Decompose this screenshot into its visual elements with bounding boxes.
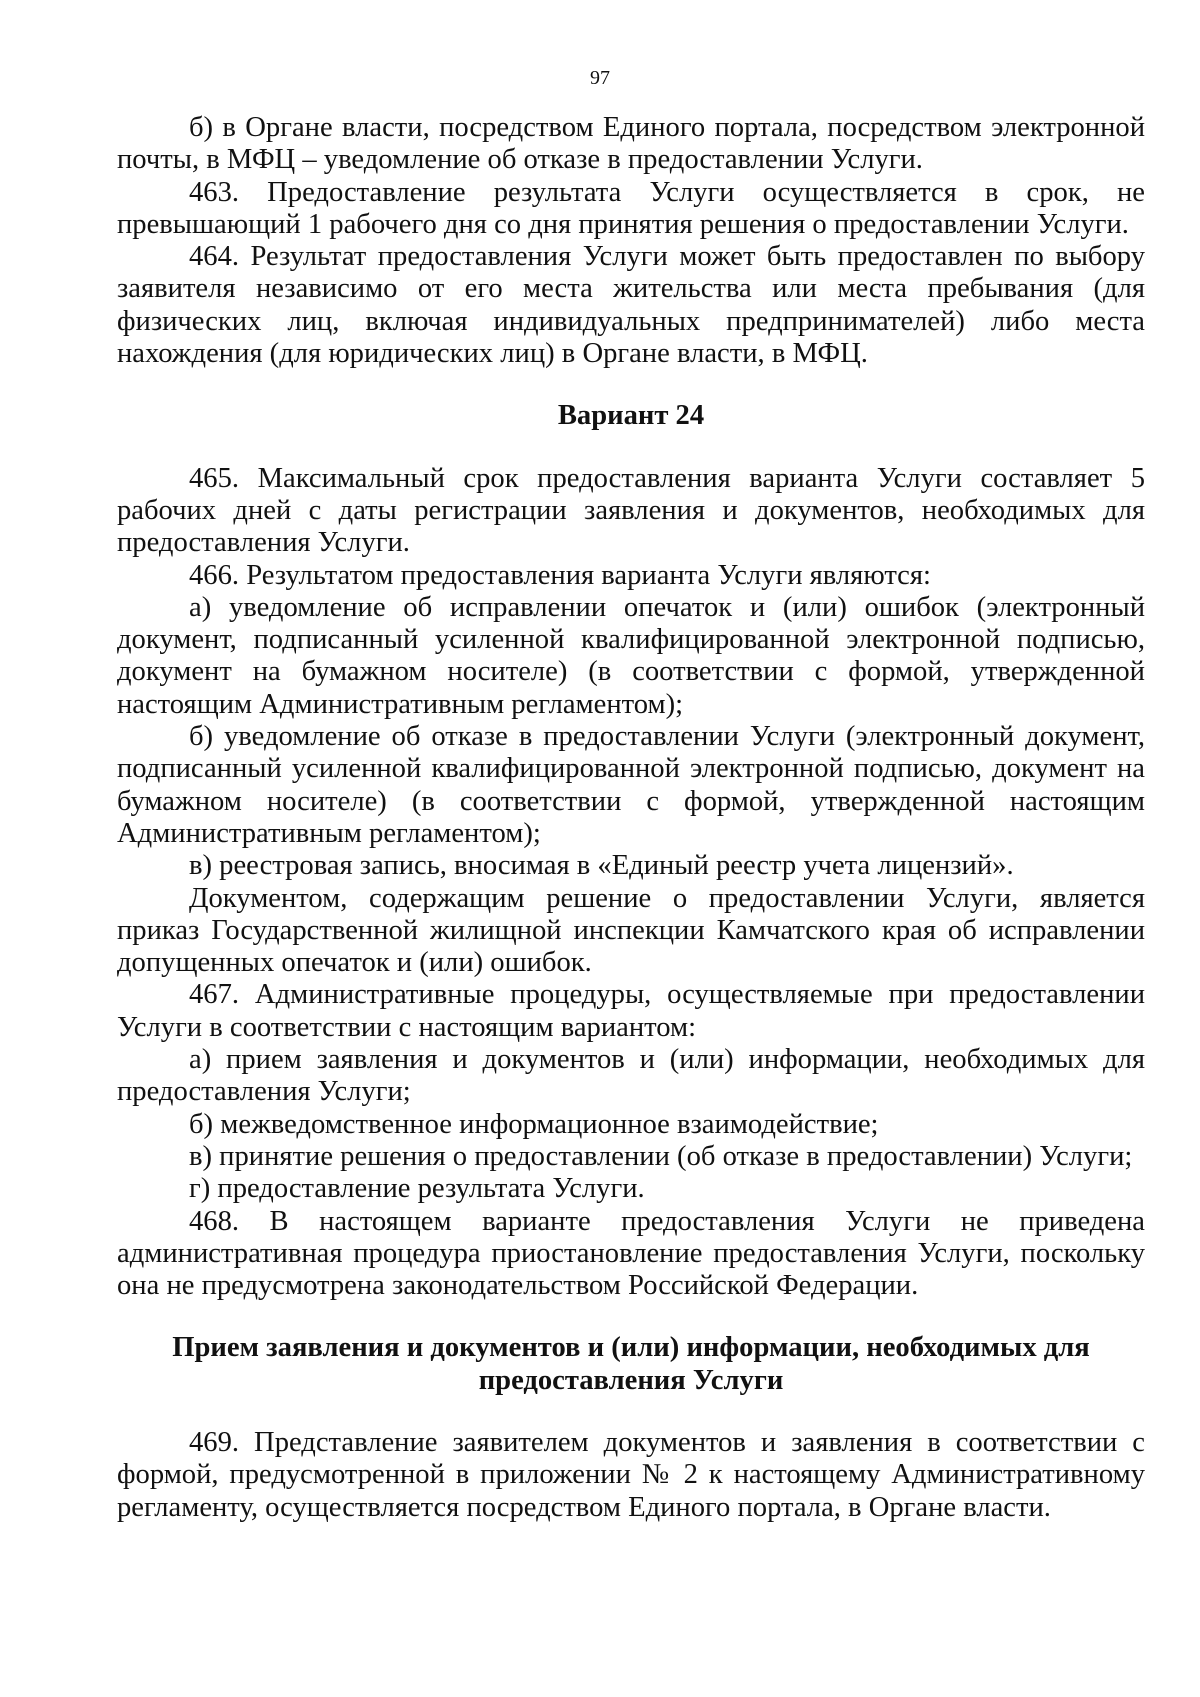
heading-line-2: предоставления Услуги <box>478 1364 784 1396</box>
paragraph-468: 468. В настоящем варианте предоставления Услуги не приведена административная процедура приостановление предоставления Услуги, поскольку она не предусмотрена законодательством Российской Федерации. <box>117 1205 1145 1302</box>
paragraph-466-a: а) уведомление об исправлении опечаток и (или) ошибок (электронный документ, подписанный усиленной квалифицированной электронной подписью, документ на бумажном носителе) (в соответствии с формой, утвержденной настоящим Административным регламентом); <box>117 591 1145 720</box>
paragraph-467-g: г) предоставление результата Услуги. <box>189 1173 645 1205</box>
page-number: 97 <box>590 67 610 89</box>
paragraph-b-notice: б) в Органе власти, посредством Единого портала, посредством электронной почты, в МФЦ – уведомление об отказе в предоставлении Услуги. <box>117 112 1145 176</box>
paragraph-469: 469. Представление заявителем документов и заявления в соответствии с формой, предусмотренной в приложении № 2 к настоящему Административному регламенту, осуществляется посредством Единого портала, в Органе власти. <box>117 1426 1145 1523</box>
paragraph-467: 467. Административные процедуры, осуществляемые при предоставлении Услуги в соответствии с настоящим вариантом: <box>117 979 1145 1043</box>
paragraph-466: 466. Результатом предоставления варианта Услуги являются: <box>189 559 931 591</box>
heading-line-1: Прием заявления и документов и (или) информации, необходимых для <box>172 1332 1090 1364</box>
paragraph-decision-document: Документом, содержащим решение о предоставлении Услуги, является приказ Государственной жилищной инспекции Камчатского края об исправлении допущенных опечаток и (или) ошибок. <box>117 882 1145 979</box>
paragraph-467-b: б) межведомственное информационное взаимодействие; <box>189 1108 879 1140</box>
paragraph-467-v: в) принятие решения о предоставлении (об отказе в предоставлении) Услуги; <box>189 1140 1133 1172</box>
paragraph-464: 464. Результат предоставления Услуги может быть предоставлен по выбору заявителя независимо от его места жительства или места пребывания (для физических лиц, включая индивидуальных предпринимателей) либо места нахождения (для юридических лиц) в Органе власти, в МФЦ. <box>117 241 1145 370</box>
heading-text: Вариант 24 <box>557 400 705 432</box>
paragraph-465: 465. Максимальный срок предоставления варианта Услуги составляет 5 рабочих дней с даты регистрации заявления и документов, необходимых для предоставления Услуги. <box>117 462 1145 559</box>
document-body <box>117 112 1145 1524</box>
paragraph-467-a: а) прием заявления и документов и (или) информации, необходимых для предоставления Услуги; <box>117 1044 1145 1108</box>
section-heading-application-intake <box>117 1332 1145 1397</box>
section-heading-variant-24 <box>117 400 1145 432</box>
paragraph-466-b: б) уведомление об отказе в предоставлении Услуги (электронный документ, подписанный усиленной квалифицированной электронной подписью, документ на бумажном носителе) (в соответствии с формой, утвержденной настоящим Административным регламентом); <box>117 721 1145 849</box>
paragraph-463: 463. Предоставление результата Услуги осуществляется в срок, не превышающий 1 рабочего дня со дня принятия решения о предоставлении Услуги. <box>117 176 1145 240</box>
paragraph-466-v: в) реестровая запись, вносимая в «Единый реестр учета лицензий». <box>189 850 1014 882</box>
